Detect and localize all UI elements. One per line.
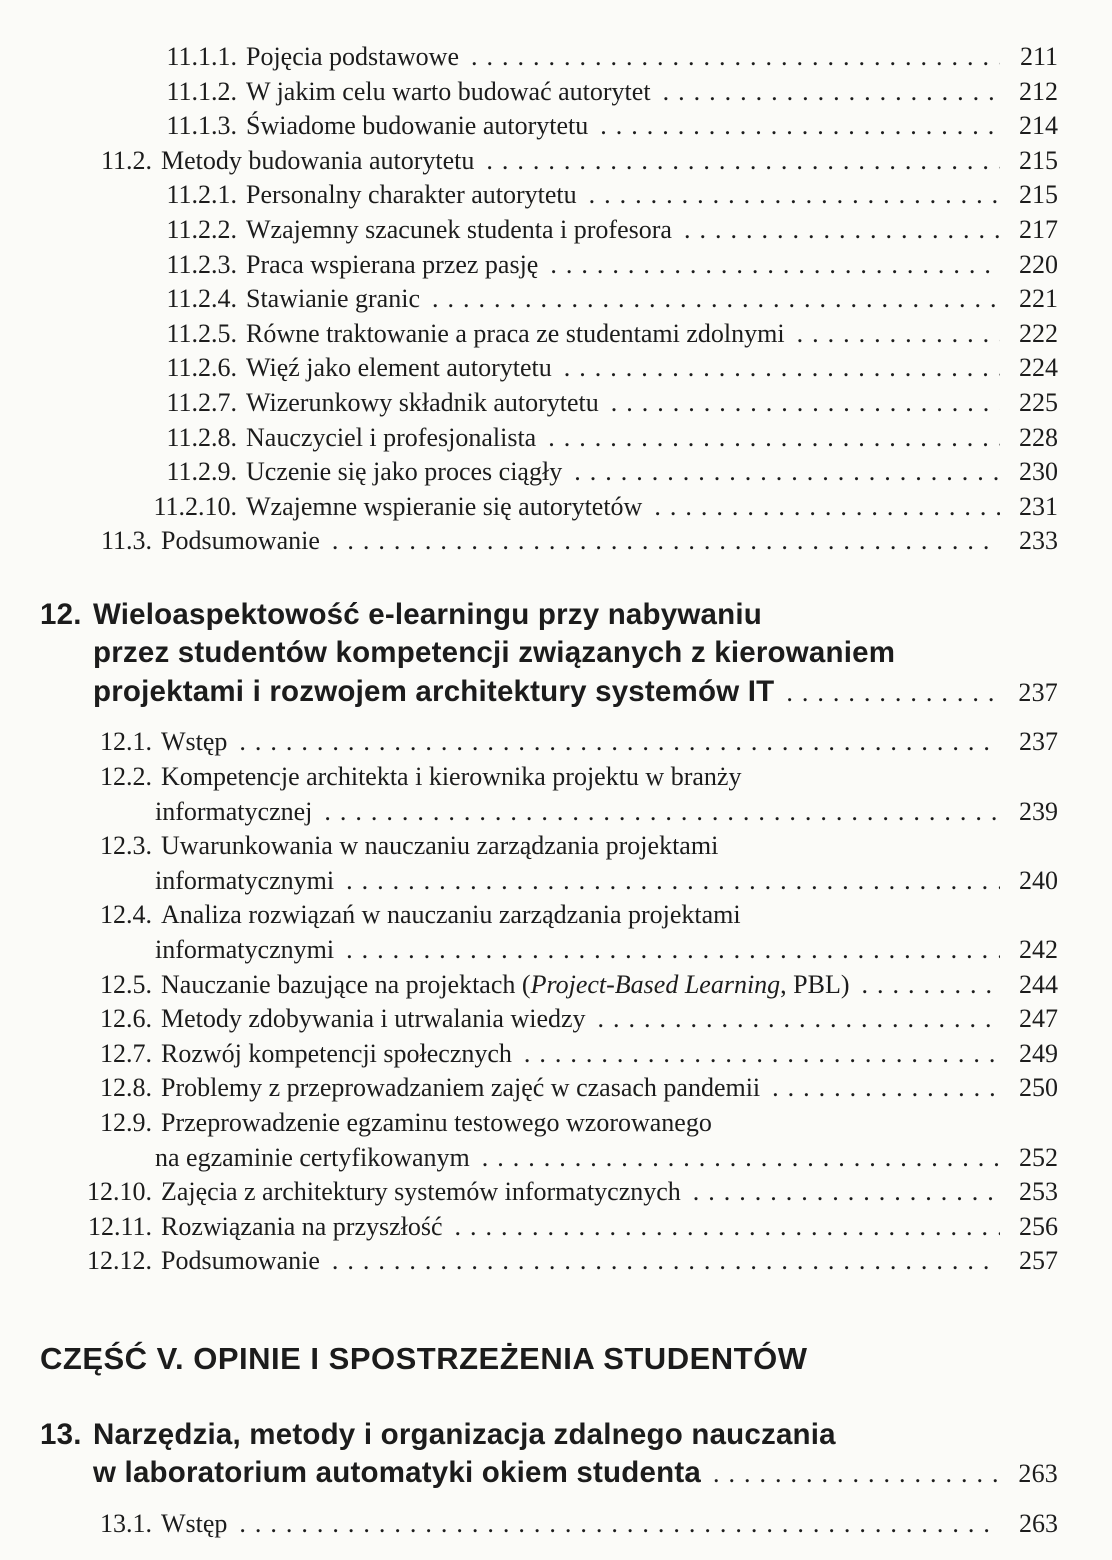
page-number: 231 bbox=[1019, 491, 1058, 521]
toc-entry-continuation bbox=[40, 795, 1058, 830]
entry-title-segment: Wstęp bbox=[161, 1508, 228, 1538]
entry-title-segment: Stawianie granic bbox=[246, 284, 420, 314]
entry-title bbox=[246, 490, 642, 525]
toc-entry bbox=[40, 725, 1058, 760]
dot-leader bbox=[482, 1141, 1000, 1176]
entry-title bbox=[246, 455, 562, 490]
entry-number: 11.1.2. bbox=[166, 76, 237, 106]
page-number: 250 bbox=[1019, 1073, 1058, 1103]
dot-leader bbox=[589, 178, 1000, 213]
entry-title bbox=[246, 40, 459, 75]
dot-leader bbox=[346, 933, 1000, 968]
entry-number: 12.12. bbox=[87, 1246, 152, 1276]
entry-number: 11.2.8. bbox=[166, 422, 237, 452]
page-number: 249 bbox=[1019, 1038, 1058, 1068]
entry-number: 11.2.6. bbox=[166, 353, 237, 383]
entry-title bbox=[161, 1210, 443, 1245]
entry-number: 12.11. bbox=[87, 1211, 152, 1241]
entry-title bbox=[246, 351, 552, 386]
entry-number: 12.2. bbox=[100, 762, 152, 791]
page-number: 215 bbox=[1019, 180, 1058, 210]
toc-entry bbox=[40, 40, 1058, 75]
entry-title bbox=[246, 282, 420, 317]
entry-title bbox=[161, 1071, 760, 1106]
toc-entry bbox=[40, 1507, 1058, 1542]
dot-leader bbox=[239, 1507, 1000, 1542]
dot-leader bbox=[564, 351, 1000, 386]
entry-number: 12.8. bbox=[100, 1073, 152, 1103]
toc-entry bbox=[40, 109, 1058, 144]
entry-title bbox=[246, 386, 599, 421]
chapter-title-text: projektami i rozwojem architektury systemów IT bbox=[93, 674, 775, 708]
page-number: 212 bbox=[1019, 76, 1058, 106]
dot-leader bbox=[524, 1037, 1000, 1072]
page-number: 220 bbox=[1019, 249, 1058, 279]
entry-title-segment: Równe traktowanie a praca ze studentami zdolnymi bbox=[246, 318, 785, 348]
entry-number: 11.2.5. bbox=[166, 318, 237, 348]
dot-leader bbox=[332, 524, 1000, 559]
page-number: 233 bbox=[1019, 526, 1058, 556]
entry-number: 11.2.1. bbox=[166, 180, 237, 210]
page-number: 257 bbox=[1019, 1246, 1058, 1276]
toc-entry bbox=[40, 351, 1058, 386]
entry-title-continuation: informatycznymi bbox=[155, 934, 335, 964]
page-number: 221 bbox=[1019, 284, 1058, 314]
page-number: 240 bbox=[1019, 865, 1058, 895]
toc-entry bbox=[40, 144, 1058, 179]
entry-title-segment: Podsumowanie bbox=[161, 526, 320, 556]
part-heading-text: CZĘŚĆ V. OPINIE I SPOSTRZEŻENIA STUDENTÓW bbox=[40, 1340, 808, 1376]
entry-title-segment: Nauczyciel i profesjonalista bbox=[246, 422, 537, 452]
page-number: 222 bbox=[1019, 318, 1058, 348]
entry-title-segment: Przeprowadzenie egzaminu testowego wzorowanego bbox=[161, 1107, 712, 1137]
entry-number: 12.10. bbox=[87, 1177, 152, 1207]
entry-title-segment: Praca wspierana przez pasję bbox=[246, 249, 539, 279]
dot-leader bbox=[598, 1002, 1000, 1037]
entry-title bbox=[161, 1106, 712, 1141]
entry-title bbox=[161, 760, 741, 795]
chapter-heading bbox=[40, 1416, 1058, 1494]
page-number: 237 bbox=[1018, 677, 1058, 707]
page-number: 215 bbox=[1019, 145, 1058, 175]
entry-title-segment: Problemy z przeprowadzaniem zajęć w czasach pandemii bbox=[161, 1073, 761, 1103]
toc-entry bbox=[40, 421, 1058, 456]
entry-title-continuation: informatycznej bbox=[155, 796, 313, 826]
dot-leader bbox=[654, 490, 1000, 525]
toc-entry bbox=[40, 1175, 1058, 1210]
toc-entry bbox=[40, 75, 1058, 110]
page-number: 247 bbox=[1019, 1004, 1058, 1034]
entry-title-segment: W jakim celu warto budować autorytet bbox=[246, 76, 651, 106]
chapter-title-line bbox=[93, 1416, 1058, 1455]
toc-entry bbox=[40, 490, 1058, 525]
entry-title bbox=[161, 144, 474, 179]
page-number: 228 bbox=[1019, 422, 1058, 452]
entry-number: 12.1. bbox=[100, 727, 152, 757]
dot-leader bbox=[600, 109, 1000, 144]
entry-title-segment: Zajęcia z architektury systemów informatycznych bbox=[161, 1177, 681, 1207]
entry-number: 11.2.2. bbox=[166, 214, 237, 244]
entry-title bbox=[161, 1175, 681, 1210]
entry-title bbox=[246, 317, 785, 352]
chapter-title-text: w laboratorium automatyki okiem studenta bbox=[93, 1456, 701, 1490]
toc-entry bbox=[40, 386, 1058, 421]
chapter-title-text: Wieloaspektowość e-learningu przy nabywaniu bbox=[93, 597, 762, 631]
entry-number: 12.5. bbox=[100, 969, 152, 999]
entry-title bbox=[246, 421, 536, 456]
dot-leader bbox=[786, 674, 1000, 713]
toc-entry bbox=[40, 455, 1058, 490]
entry-title bbox=[161, 968, 850, 1003]
dot-leader bbox=[713, 1455, 1000, 1494]
toc-entry bbox=[40, 248, 1058, 283]
entry-title bbox=[246, 109, 588, 144]
chapter-title-line bbox=[93, 634, 1058, 673]
page-number: 214 bbox=[1019, 111, 1058, 141]
dot-leader bbox=[324, 795, 1000, 830]
dot-leader bbox=[346, 864, 1000, 899]
dot-leader bbox=[550, 248, 1000, 283]
entry-title-segment: Rozwój kompetencji społecznych bbox=[161, 1038, 512, 1068]
entry-title bbox=[161, 829, 718, 864]
toc-entry bbox=[40, 213, 1058, 248]
entry-number: 12.6. bbox=[100, 1004, 152, 1034]
entry-title-segment: Metody zdobywania i utrwalania wiedzy bbox=[161, 1004, 586, 1034]
entry-number: 13.1. bbox=[100, 1508, 152, 1538]
entry-title-segment: Wstęp bbox=[161, 727, 228, 757]
entry-title bbox=[161, 1002, 586, 1037]
entry-number: 12.7. bbox=[100, 1038, 152, 1068]
dot-leader bbox=[663, 75, 1000, 110]
entry-number: 12.9. bbox=[100, 1107, 152, 1137]
entry-title bbox=[246, 213, 672, 248]
chapter-title-line bbox=[93, 596, 1058, 635]
entry-title bbox=[161, 1507, 227, 1542]
table-of-contents bbox=[40, 40, 1058, 1542]
chapter-heading bbox=[40, 596, 1058, 713]
dot-leader bbox=[772, 1071, 1000, 1106]
page-number: 256 bbox=[1019, 1211, 1058, 1241]
entry-title bbox=[161, 1037, 512, 1072]
entry-title-segment: Podsumowanie bbox=[161, 1246, 320, 1276]
page-number: 263 bbox=[1018, 1459, 1058, 1489]
chapter-number: 13. bbox=[40, 1417, 82, 1451]
entry-title bbox=[161, 1244, 320, 1279]
page-number: 242 bbox=[1019, 934, 1058, 964]
dot-leader bbox=[684, 213, 1000, 248]
entry-number: 11.2.7. bbox=[166, 387, 237, 417]
dot-leader bbox=[486, 144, 1000, 179]
dot-leader bbox=[455, 1210, 1000, 1245]
chapter-number: 12. bbox=[40, 597, 82, 631]
entry-title-segment: Analiza rozwiązań w nauczaniu zarządzania projektami bbox=[161, 900, 741, 930]
toc-entry bbox=[40, 524, 1058, 559]
entry-title-segment: Metody budowania autorytetu bbox=[161, 145, 475, 175]
page-number: 253 bbox=[1019, 1177, 1058, 1207]
page-number: 211 bbox=[1019, 42, 1058, 71]
entry-title-segment: Uwarunkowania w nauczaniu zarządzania projektami bbox=[161, 831, 719, 861]
toc-entry bbox=[40, 1037, 1058, 1072]
dot-leader bbox=[693, 1175, 1000, 1210]
page-number: 225 bbox=[1019, 387, 1058, 417]
toc-entry bbox=[40, 968, 1058, 1003]
toc-entry bbox=[40, 1071, 1058, 1106]
page-number: 217 bbox=[1019, 214, 1058, 244]
chapter-title-line bbox=[93, 1454, 1058, 1494]
entry-number: 11.1.3. bbox=[166, 111, 237, 141]
part-heading bbox=[40, 1339, 1058, 1379]
entry-title bbox=[246, 75, 651, 110]
entry-title-segment: Wzajemny szacunek studenta i profesora bbox=[246, 214, 672, 244]
toc-entry-continuation bbox=[40, 933, 1058, 968]
entry-title-segment: Pojęcia podstawowe bbox=[246, 42, 460, 71]
toc-entry bbox=[40, 898, 1058, 933]
toc-entry bbox=[40, 1244, 1058, 1279]
entry-title-segment: Project-Based Learning bbox=[530, 969, 781, 999]
toc-entry-continuation bbox=[40, 864, 1058, 899]
toc-entry bbox=[40, 178, 1058, 213]
page-number: 237 bbox=[1019, 727, 1058, 757]
page-number: 239 bbox=[1019, 796, 1058, 826]
dot-leader bbox=[548, 421, 1000, 456]
entry-number: 11.3. bbox=[100, 526, 152, 556]
chapter-title-text: Narzędzia, metody i organizacja zdalnego nauczania bbox=[93, 1417, 836, 1451]
toc-entry bbox=[40, 317, 1058, 352]
entry-title-segment: Więź jako element autorytetu bbox=[246, 353, 552, 383]
toc-entry-continuation bbox=[40, 1141, 1058, 1176]
dot-leader bbox=[471, 40, 1000, 75]
toc-entry bbox=[40, 1106, 1058, 1141]
dot-leader bbox=[239, 725, 1000, 760]
entry-title-segment: Personalny charakter autorytetu bbox=[246, 180, 577, 210]
entry-title bbox=[246, 248, 538, 283]
dot-leader bbox=[611, 386, 1000, 421]
page-number: 224 bbox=[1019, 353, 1058, 383]
toc-entry bbox=[40, 1210, 1058, 1245]
entry-number: 11.2.3. bbox=[166, 249, 237, 279]
entry-number: 11.2.9. bbox=[166, 457, 237, 487]
dot-leader bbox=[332, 1244, 1000, 1279]
page-number: 230 bbox=[1019, 457, 1058, 487]
entry-title-segment: Świadome budowanie autorytetu bbox=[246, 111, 589, 141]
toc-entry bbox=[40, 1002, 1058, 1037]
dot-leader bbox=[574, 455, 1000, 490]
dot-leader bbox=[797, 317, 1000, 352]
entry-number: 12.4. bbox=[100, 900, 152, 930]
entry-title bbox=[161, 524, 320, 559]
entry-title-segment: Wizerunkowy składnik autorytetu bbox=[246, 387, 599, 417]
entry-title-segment: Wzajemne wspieranie się autorytetów bbox=[246, 491, 643, 521]
entry-number: 12.3. bbox=[100, 831, 152, 861]
entry-title-segment: Rozwiązania na przyszłość bbox=[161, 1211, 443, 1241]
page-number: 252 bbox=[1019, 1142, 1058, 1172]
dot-leader bbox=[432, 282, 1000, 317]
toc-entry bbox=[40, 282, 1058, 317]
entry-title bbox=[161, 725, 227, 760]
entry-title-segment: , PBL) bbox=[780, 969, 850, 999]
entry-title-segment: Uczenie się jako proces ciągły bbox=[246, 457, 563, 487]
page-number: 263 bbox=[1019, 1508, 1058, 1538]
entry-title bbox=[161, 898, 741, 933]
entry-number: 11.2.4. bbox=[166, 284, 237, 314]
page-number: 244 bbox=[1019, 969, 1058, 999]
chapter-title-line bbox=[93, 673, 1058, 713]
entry-title-segment: Nauczanie bazujące na projektach ( bbox=[161, 969, 531, 999]
entry-title-segment: Kompetencje architekta i kierownika projektu w branży bbox=[161, 762, 742, 791]
dot-leader bbox=[862, 968, 1000, 1003]
entry-number: 11.2. bbox=[100, 145, 152, 175]
entry-title-continuation: na egzaminie certyfikowanym bbox=[155, 1142, 470, 1172]
entry-title-continuation: informatycznymi bbox=[155, 865, 335, 895]
chapter-title-text: przez studentów kompetencji związanych z kierowaniem bbox=[93, 636, 896, 670]
toc-entry bbox=[40, 760, 1058, 795]
toc-entry bbox=[40, 829, 1058, 864]
entry-number: 11.2.10. bbox=[153, 491, 237, 521]
entry-title bbox=[246, 178, 577, 213]
entry-number: 11.1.1. bbox=[166, 42, 237, 71]
